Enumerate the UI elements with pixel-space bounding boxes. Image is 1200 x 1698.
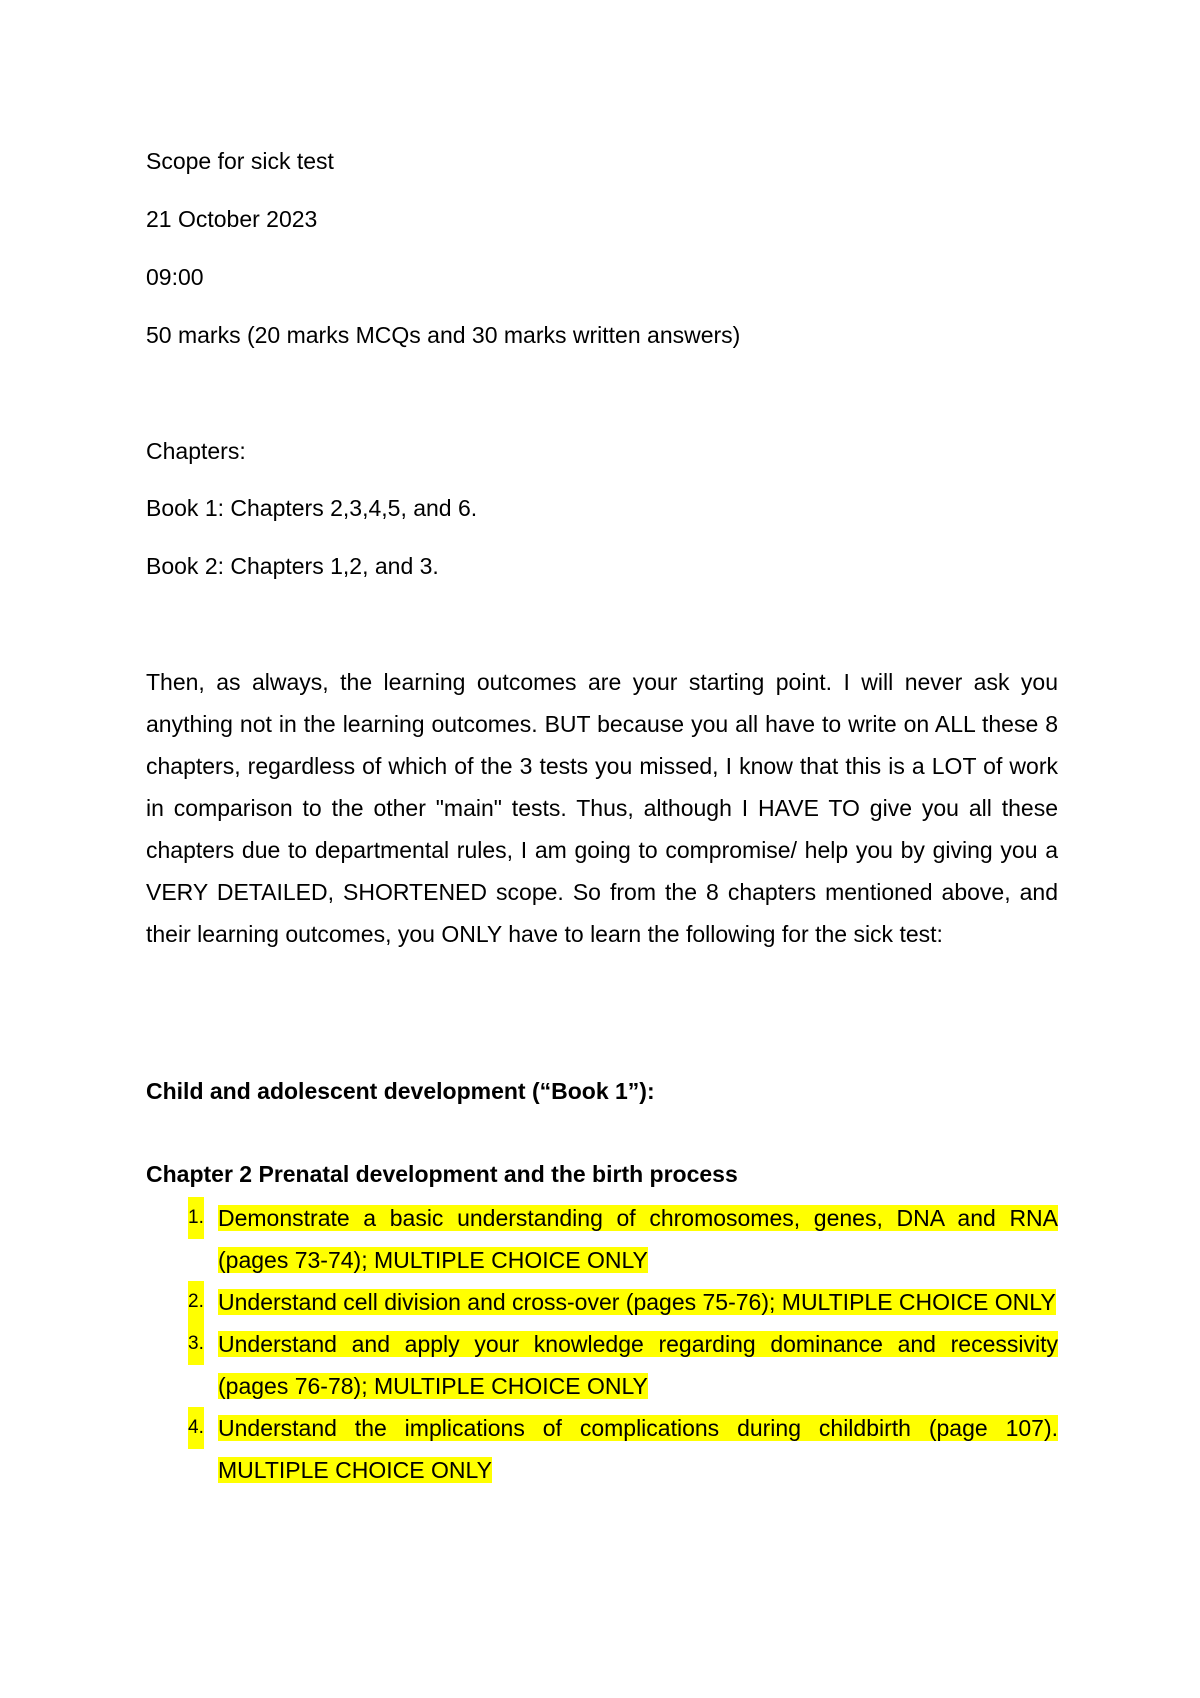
list-item-number: 1. — [188, 1197, 204, 1239]
section-heading: Child and adolescent development (“Book 1”): — [146, 1078, 655, 1104]
list-item-number: 2. — [188, 1281, 204, 1323]
list-item-text: Understand the implications of complications during childbirth (page 107). MULTIPLE CHOICE ONLY — [218, 1415, 1058, 1483]
list-item — [146, 1197, 1058, 1281]
book-1-chapters: Book 1: Chapters 2,3,4,5, and 6. — [146, 495, 478, 521]
document-title: Scope for sick test — [146, 148, 334, 174]
test-time: 09:00 — [146, 264, 204, 290]
list-item — [146, 1281, 1058, 1323]
test-date: 21 October 2023 — [146, 206, 318, 232]
list-item-text: Demonstrate a basic understanding of chromosomes, genes, DNA and RNA (pages 73-74); MULTIPLE CHOICE ONLY — [218, 1205, 1058, 1273]
list-item — [146, 1407, 1058, 1491]
list-item-number: 4. — [188, 1407, 204, 1449]
list-item — [146, 1323, 1058, 1407]
chapters-label: Chapters: — [146, 438, 246, 464]
instructions-paragraph: Then, as always, the learning outcomes are your starting point. I will never ask you anything not in the learning outcomes. BUT because you all have to write on ALL these 8 chapters, regardless of which of the 3 tests you missed, I know that this is a LOT of work in comparison to the other "main" tests. Thus, although I HAVE TO give you all these chapters due to departmental rules, I am going to compromise/ help you by giving you a VERY DETAILED, SHORTENED scope. So from the 8 chapters mentioned above, and their learning outcomes, you ONLY have to learn the following for the sick test: — [146, 669, 1058, 947]
chapter-heading: Chapter 2 Prenatal development and the birth process — [146, 1161, 738, 1187]
list-item-text: Understand cell division and cross-over (pages 75-76); MULTIPLE CHOICE ONLY — [218, 1289, 1056, 1315]
book-2-chapters: Book 2: Chapters 1,2, and 3. — [146, 553, 439, 579]
list-item-number: 3. — [188, 1323, 204, 1365]
test-marks: 50 marks (20 marks MCQs and 30 marks written answers) — [146, 322, 741, 348]
learning-outcomes-list — [146, 1197, 1058, 1491]
list-item-text: Understand and apply your knowledge regarding dominance and recessivity (pages 76-78); MULTIPLE CHOICE ONLY — [218, 1331, 1058, 1399]
